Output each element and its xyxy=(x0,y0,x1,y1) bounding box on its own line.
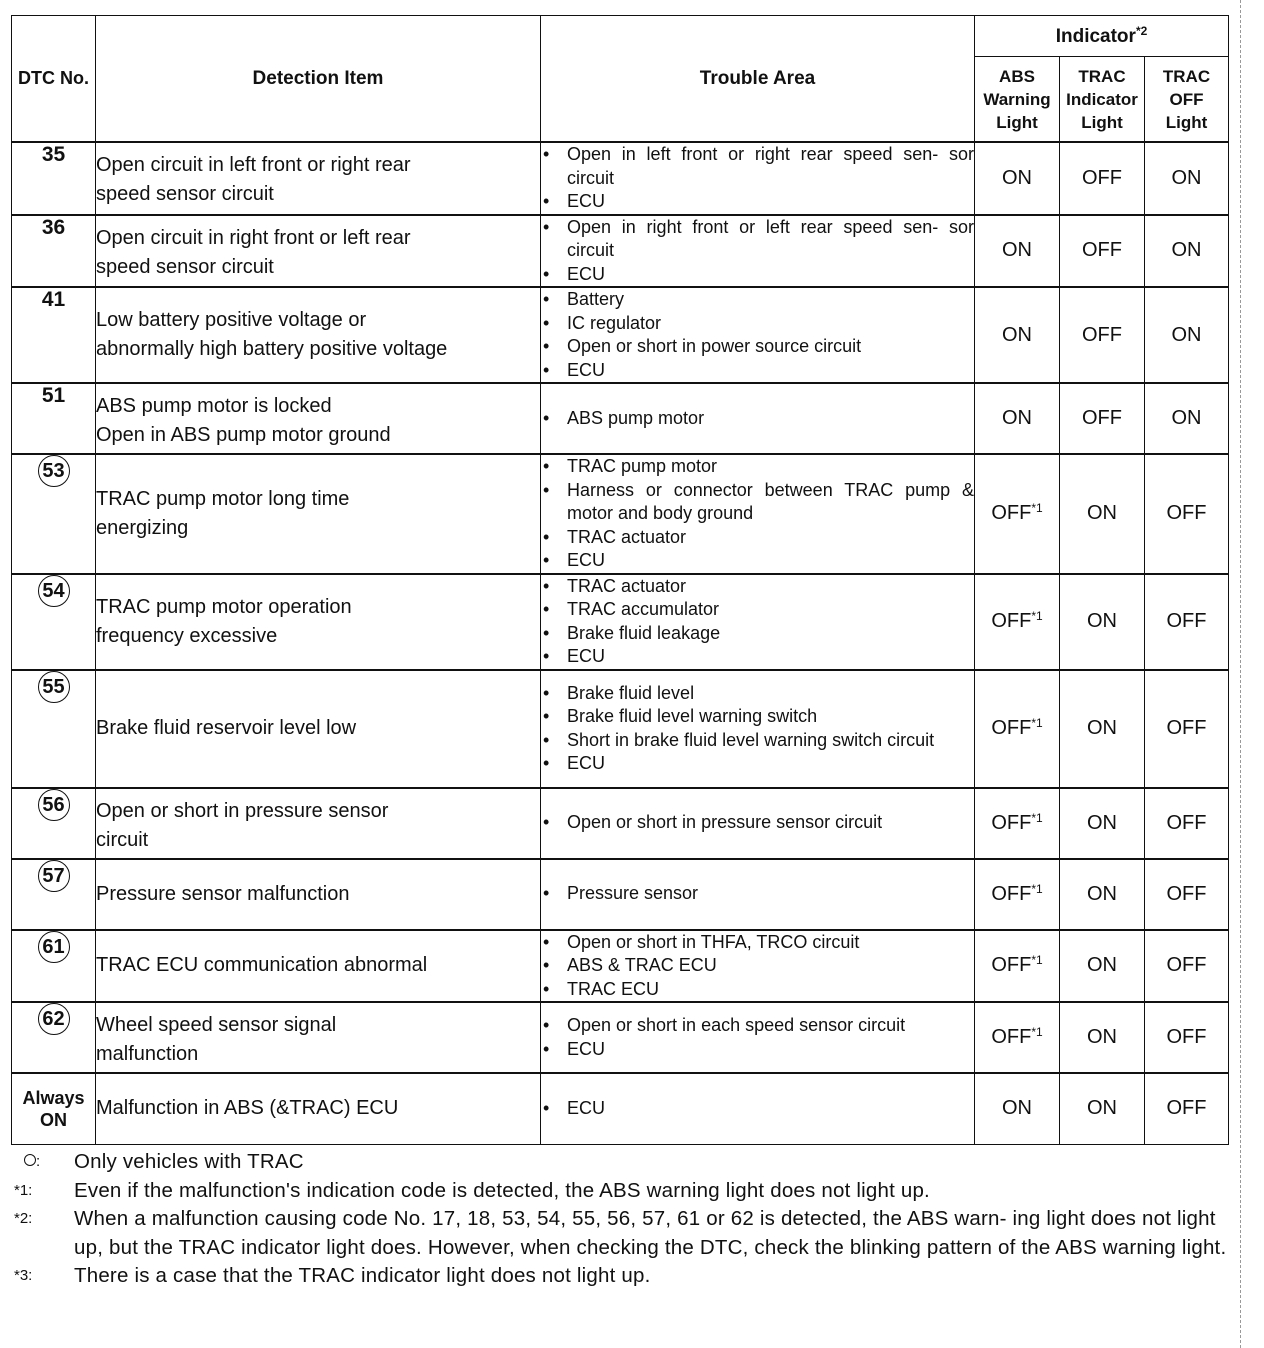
abs-warning-light-cell xyxy=(975,1073,1060,1144)
footnote xyxy=(12,1148,1230,1177)
trac-indicator-light-cell: OFF xyxy=(1060,287,1145,383)
footnote-text: Even if the malfunction's indication code is detected, the ABS warning light does not light up. xyxy=(74,1178,930,1202)
footnote-mark-text: *1: xyxy=(14,1181,33,1199)
abs-footnote-mark: *1 xyxy=(1031,609,1043,623)
header-trac-line-3: Light xyxy=(1081,112,1123,132)
table-row xyxy=(12,1073,1229,1144)
abs-warning-light-cell xyxy=(975,215,1060,288)
header-trouble-area: Trouble Area xyxy=(541,16,975,143)
trouble-area-list xyxy=(541,143,974,214)
detection-item-line: Open circuit in left front or right rear xyxy=(96,154,411,176)
abs-warning-light-cell xyxy=(975,670,1060,788)
table-row xyxy=(12,142,1229,215)
trouble-area-item: • Open or short in each speed sensor circuit xyxy=(541,1014,974,1038)
header-dtc-no: DTC No. xyxy=(12,16,96,143)
abs-warning-light-cell xyxy=(975,859,1060,930)
trouble-area-cell xyxy=(541,574,975,670)
dtc-code-cell xyxy=(12,574,96,670)
trac-off-light-cell: OFF xyxy=(1145,574,1229,670)
trouble-area-list xyxy=(541,407,974,431)
trac-off-light-cell: ON xyxy=(1145,215,1229,288)
dtc-code-cell xyxy=(12,930,96,1003)
detection-item-line: Wheel speed sensor signal xyxy=(96,1014,337,1036)
trac-indicator-light-cell: ON xyxy=(1060,670,1145,788)
trouble-area-item: • Open in left front or right rear speed sen- sor circuit xyxy=(541,143,974,190)
dtc-code-cell xyxy=(12,383,96,454)
trouble-area-cell xyxy=(541,383,975,454)
trouble-area-cell xyxy=(541,215,975,288)
abs-warning-light-value: OFF xyxy=(991,1026,1032,1048)
footnote-text: When a malfunction causing code No. 17, 18, 53, 54, 55, 56, 57, 61 or 62 is detected, the ABS warn- ing light does not light up, but the TRAC indicator light does. However, when checking the DTC, check the blinking pattern of the ABS warning light. xyxy=(74,1207,1227,1259)
detection-item-line: ABS pump motor is locked xyxy=(96,395,332,417)
trouble-area-cell xyxy=(541,859,975,930)
detection-item-line: TRAC pump motor operation xyxy=(96,595,352,618)
table-row xyxy=(12,788,1229,859)
detection-item-cell xyxy=(96,670,541,788)
dtc-code: 55 xyxy=(38,671,70,703)
abs-warning-light-value: OFF xyxy=(991,954,1032,977)
trouble-area-item: • Pressure sensor xyxy=(541,882,974,906)
trouble-area-item: • TRAC pump motor xyxy=(541,455,974,479)
abs-warning-light-cell xyxy=(975,930,1060,1003)
dtc-code-cell xyxy=(12,788,96,859)
trac-indicator-light-cell: OFF xyxy=(1060,142,1145,215)
header-tracoff-line-2: OFF xyxy=(1169,89,1204,109)
abs-warning-light-cell xyxy=(975,383,1060,454)
dtc-code: 51 xyxy=(41,384,66,407)
abs-footnote-mark: *1 xyxy=(1031,716,1043,730)
detection-item-line: circuit xyxy=(96,828,149,851)
abs-warning-light-cell xyxy=(975,454,1060,574)
footnote-text: Only vehicles with TRAC xyxy=(74,1150,304,1173)
detection-item-line: Open in ABS pump motor ground xyxy=(96,424,391,446)
dtc-code: 56 xyxy=(38,789,70,821)
dtc-code-cell xyxy=(12,142,96,215)
trouble-area-item: • ECU xyxy=(541,752,974,776)
trouble-area-item: • TRAC ECU xyxy=(541,978,974,1002)
trouble-area-cell xyxy=(541,287,975,383)
header-indicator xyxy=(975,16,1229,57)
trouble-area-cell xyxy=(541,454,975,574)
detection-item-cell xyxy=(96,1073,541,1144)
table-row xyxy=(12,930,1229,1003)
trac-indicator-light-cell: ON xyxy=(1060,1002,1145,1073)
detection-item-line: TRAC ECU communication abnormal xyxy=(96,954,428,977)
circle-mark-icon xyxy=(24,1154,36,1166)
abs-warning-light-value: ON xyxy=(1002,239,1032,262)
trouble-area-item: • ECU xyxy=(541,1038,974,1062)
trouble-area-list xyxy=(541,682,974,776)
trouble-area-cell xyxy=(541,930,975,1003)
abs-warning-light-value: OFF xyxy=(991,717,1032,739)
dtc-code: 53 xyxy=(38,455,70,487)
trouble-area-item: • Harness or connector between TRAC pump & motor and body ground xyxy=(541,479,974,526)
header-indicator-label: Indicator xyxy=(1055,25,1136,47)
abs-warning-light-cell xyxy=(975,574,1060,670)
trouble-area-list xyxy=(541,455,974,573)
footnote-mark-text: : xyxy=(36,1153,41,1170)
trac-off-light-cell: OFF xyxy=(1145,1073,1229,1144)
trouble-area-item: • Brake fluid level warning switch xyxy=(541,705,974,729)
trac-off-light-cell: ON xyxy=(1145,383,1229,454)
footnote-mark xyxy=(12,1148,74,1177)
header-abs-line-3: Light xyxy=(996,112,1038,132)
abs-footnote-mark: *1 xyxy=(1031,1025,1043,1039)
trac-off-light-cell: OFF xyxy=(1145,454,1229,574)
table-row xyxy=(12,859,1229,930)
detection-item-cell xyxy=(96,788,541,859)
trac-indicator-light-cell: OFF xyxy=(1060,383,1145,454)
header-abs-line-1: ABS xyxy=(999,66,1035,86)
header-abs-line-2: Warning xyxy=(983,89,1051,109)
dtc-code-cell xyxy=(12,454,96,574)
dtc-table-body xyxy=(12,142,1229,1144)
trouble-area-list xyxy=(541,216,974,287)
trac-off-light-cell: OFF xyxy=(1145,1002,1229,1073)
trouble-area-list xyxy=(541,1097,974,1121)
header-tracoff-line-3: Light xyxy=(1165,112,1208,132)
trouble-area-item: • IC regulator xyxy=(541,312,974,336)
trouble-area-list xyxy=(541,1014,974,1061)
trouble-area-cell xyxy=(541,1002,975,1073)
dtc-code: 61 xyxy=(38,931,70,963)
dtc-code: 57 xyxy=(38,860,70,892)
trouble-area-list xyxy=(541,931,974,1002)
detection-item-line: malfunction xyxy=(96,1043,199,1065)
detection-item-cell xyxy=(96,859,541,930)
abs-warning-light-value: ON xyxy=(1002,166,1032,189)
detection-item-cell xyxy=(96,215,541,288)
trac-off-light-cell: OFF xyxy=(1145,930,1229,1003)
dtc-code-cell xyxy=(12,670,96,788)
trouble-area-item: • ECU xyxy=(541,549,974,573)
abs-footnote-mark: *1 xyxy=(1031,881,1043,896)
header-trac-line-2: Indicator xyxy=(1066,89,1138,109)
trouble-area-list xyxy=(541,882,974,906)
table-row xyxy=(12,670,1229,788)
trouble-area-cell xyxy=(541,788,975,859)
footnote-mark-text: *3: xyxy=(14,1267,33,1284)
footnote xyxy=(12,1262,1230,1291)
abs-warning-light-value: ON xyxy=(1002,323,1032,346)
footnote xyxy=(12,1177,1230,1206)
header-row-1 xyxy=(12,16,1229,57)
trac-off-light-cell: OFF xyxy=(1145,670,1229,788)
page-edge-rule xyxy=(1240,0,1241,1348)
detection-item-cell xyxy=(96,454,541,574)
dtc-code: 41 xyxy=(41,288,66,311)
dtc-code-cell xyxy=(12,287,96,383)
detection-item-line: speed sensor circuit xyxy=(96,255,274,278)
trac-off-light-cell: OFF xyxy=(1145,859,1229,930)
trouble-area-item: • TRAC actuator xyxy=(541,575,974,599)
dtc-code-line: ON xyxy=(40,1109,67,1130)
trac-off-light-cell: ON xyxy=(1145,287,1229,383)
abs-warning-light-value: OFF xyxy=(991,610,1032,632)
trouble-area-item: • ECU xyxy=(541,190,974,214)
footnote-text: There is a case that the TRAC indicator light does not light up. xyxy=(74,1264,651,1287)
footnote-mark xyxy=(12,1205,74,1262)
trouble-area-item: • ECU xyxy=(541,263,974,287)
trouble-area-item: • TRAC actuator xyxy=(541,526,974,550)
abs-footnote-mark: *1 xyxy=(1031,953,1043,968)
trac-indicator-light-cell: ON xyxy=(1060,1073,1145,1144)
trouble-area-item: • ECU xyxy=(541,645,974,669)
dtc-code-cell xyxy=(12,1002,96,1073)
detection-item-line: energizing xyxy=(96,516,189,539)
header-tracoff-line-1: TRAC xyxy=(1162,66,1211,86)
detection-item-line: Malfunction in ABS (&TRAC) ECU xyxy=(96,1097,399,1120)
detection-item-cell xyxy=(96,1002,541,1073)
trouble-area-cell xyxy=(541,670,975,788)
dtc-code: 62 xyxy=(38,1003,70,1035)
trouble-area-item: • Brake fluid leakage xyxy=(541,622,974,646)
header-trac-line-1: TRAC xyxy=(1078,66,1126,86)
header-trac-off-light xyxy=(1145,57,1229,143)
detection-item-cell xyxy=(96,930,541,1003)
footnote-mark-text: *2: xyxy=(14,1210,33,1227)
trac-indicator-light-cell: ON xyxy=(1060,788,1145,859)
trouble-area-item: • Open in right front or left rear speed sen- sor circuit xyxy=(541,216,974,263)
trouble-area-cell xyxy=(541,1073,975,1144)
footnotes xyxy=(12,1148,1230,1291)
detection-item-line: Brake fluid reservoir level low xyxy=(96,717,357,739)
dtc-table xyxy=(11,15,1229,1145)
trouble-area-item: • Short in brake fluid level warning switch circuit xyxy=(541,729,974,753)
dtc-code-cell xyxy=(12,859,96,930)
detection-item-line: speed sensor circuit xyxy=(96,183,274,205)
trouble-area-item: • Open or short in power source circuit xyxy=(541,335,974,359)
detection-item-cell xyxy=(96,142,541,215)
dtc-code: 36 xyxy=(41,215,66,239)
dtc-code: 54 xyxy=(38,575,70,607)
trac-indicator-light-cell: ON xyxy=(1060,454,1145,574)
trac-indicator-light-cell: ON xyxy=(1060,574,1145,670)
abs-warning-light-value: ON xyxy=(1002,1097,1032,1120)
trouble-area-cell xyxy=(541,142,975,215)
trouble-area-item: • ECU xyxy=(541,359,974,383)
table-row xyxy=(12,454,1229,574)
dtc-code: 35 xyxy=(41,143,66,166)
abs-warning-light-value: OFF xyxy=(991,811,1032,834)
abs-footnote-mark: *1 xyxy=(1031,810,1043,825)
table-row xyxy=(12,287,1229,383)
detection-item-cell xyxy=(96,287,541,383)
trouble-area-item: • Open or short in pressure sensor circuit xyxy=(541,811,974,835)
header-abs-warning-light xyxy=(975,57,1060,143)
trouble-area-item: • ABS & TRAC ECU xyxy=(541,954,974,978)
detection-item-cell xyxy=(96,574,541,670)
footnote-mark xyxy=(12,1177,74,1206)
header-indicator-mark: *2 xyxy=(1135,23,1148,38)
trouble-area-item: • TRAC accumulator xyxy=(541,598,974,622)
detection-item-line: Low battery positive voltage or xyxy=(96,309,367,331)
table-row xyxy=(12,215,1229,288)
table-row xyxy=(12,574,1229,670)
detection-item-line: Open circuit in right front or left rear xyxy=(96,226,411,249)
trac-indicator-light-cell: ON xyxy=(1060,859,1145,930)
abs-warning-light-value: OFF xyxy=(991,502,1032,525)
abs-warning-light-cell xyxy=(975,788,1060,859)
trouble-area-item: • ABS pump motor xyxy=(541,407,974,431)
detection-item-cell xyxy=(96,383,541,454)
trac-indicator-light-cell: ON xyxy=(1060,930,1145,1003)
abs-warning-light-cell xyxy=(975,287,1060,383)
abs-warning-light-cell xyxy=(975,142,1060,215)
dtc-code-cell xyxy=(12,215,96,288)
detection-item-line: Open or short in pressure sensor xyxy=(96,799,389,822)
trouble-area-item: • Open or short in THFA, TRCO circuit xyxy=(541,931,974,955)
detection-item-line: TRAC pump motor long time xyxy=(96,487,350,510)
dtc-code-cell xyxy=(12,1073,96,1144)
trac-indicator-light-cell: OFF xyxy=(1060,215,1145,288)
header-detection-item: Detection Item xyxy=(96,16,541,143)
trouble-area-item: • Battery xyxy=(541,288,974,312)
trac-off-light-cell: ON xyxy=(1145,142,1229,215)
abs-footnote-mark: *1 xyxy=(1031,501,1043,516)
detection-item-line: abnormally high battery positive voltage xyxy=(96,338,448,360)
trouble-area-item: • ECU xyxy=(541,1097,974,1121)
abs-warning-light-cell xyxy=(975,1002,1060,1073)
trouble-area-list xyxy=(541,575,974,669)
footnote-mark xyxy=(12,1262,74,1291)
trouble-area-list xyxy=(541,288,974,382)
detection-item-line: frequency excessive xyxy=(96,624,278,647)
trouble-area-item: • Brake fluid level xyxy=(541,682,974,706)
abs-warning-light-value: ON xyxy=(1002,407,1032,429)
table-row xyxy=(12,383,1229,454)
dtc-code-line: Always xyxy=(22,1087,85,1108)
table-row xyxy=(12,1002,1229,1073)
abs-warning-light-value: OFF xyxy=(991,882,1032,905)
trouble-area-list xyxy=(541,811,974,835)
detection-item-line: Pressure sensor malfunction xyxy=(96,882,350,905)
footnote xyxy=(12,1205,1230,1262)
header-trac-indicator-light xyxy=(1060,57,1145,143)
trac-off-light-cell: OFF xyxy=(1145,788,1229,859)
